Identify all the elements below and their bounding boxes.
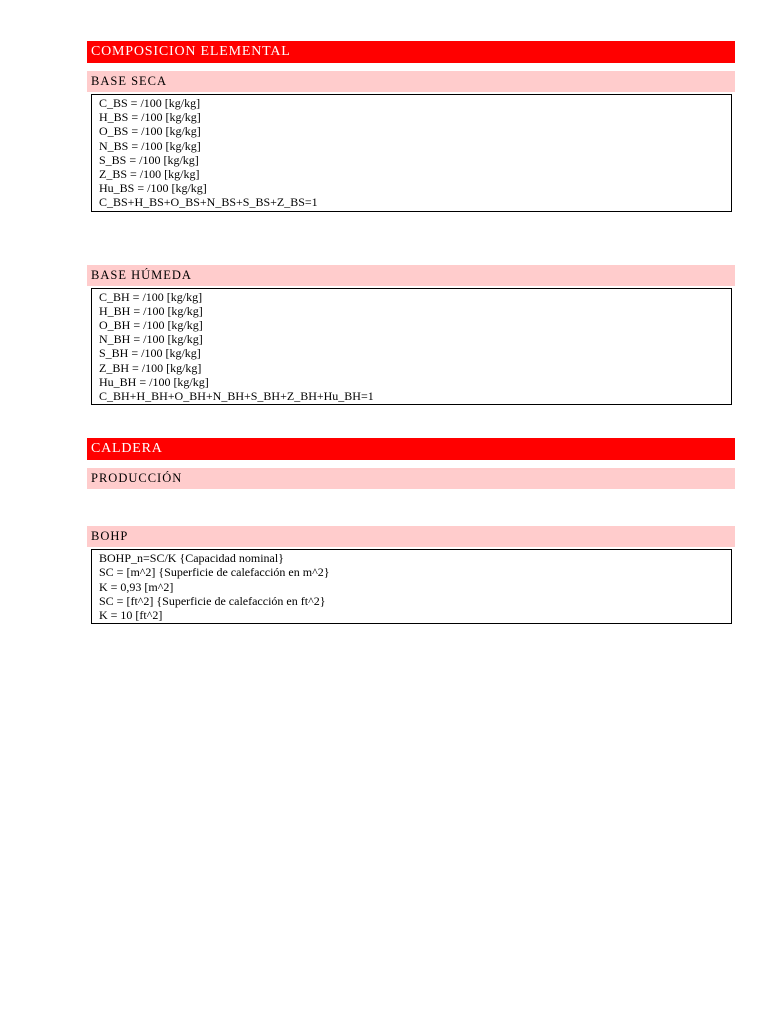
equation-box-bohp: [91, 549, 732, 624]
equation-line: Hu_BS = /100 [kg/kg]: [99, 181, 207, 196]
equation-line: Z_BS = /100 [kg/kg]: [99, 167, 200, 182]
subsection-title-bohp: BOHP: [87, 526, 735, 547]
equation-line: Hu_BH = /100 [kg/kg]: [99, 374, 209, 389]
subsection-title-produccion: PRODUCCIÓN: [87, 468, 735, 489]
equation-line: O_BH = /100 [kg/kg]: [99, 318, 203, 333]
equation-line: N_BH = /100 [kg/kg]: [99, 332, 203, 347]
equation-line: O_BS = /100 [kg/kg]: [99, 124, 201, 139]
equation-line: C_BS = /100 [kg/kg]: [99, 96, 201, 110]
document-page: [87, 41, 735, 624]
section-title-composicion: COMPOSICION ELEMENTAL: [87, 41, 735, 63]
equation-line: N_BS = /100 [kg/kg]: [99, 138, 201, 153]
equation-line: K = 10 [ft^2]: [99, 608, 163, 623]
equation-line: S_BS = /100 [kg/kg]: [99, 152, 199, 167]
subsection-title-base-humeda: BASE HÚMEDA: [87, 265, 735, 286]
equation-line: BOHP_n=SC/K {Capacidad nominal}: [99, 551, 284, 566]
equation-line: C_BH = /100 [kg/kg]: [99, 289, 203, 304]
equation-box-base-humeda: [91, 288, 732, 406]
equation-line: K = 0,93 [m^2]: [99, 579, 174, 594]
equation-line: SC = [ft^2] {Superficie de calefacción en ft^2}: [99, 593, 326, 608]
equation-line: H_BS = /100 [kg/kg]: [99, 110, 201, 125]
equation-line: C_BH+H_BH+O_BH+N_BH+S_BH+Z_BH+Hu_BH=1: [99, 389, 374, 404]
equation-line: S_BH = /100 [kg/kg]: [99, 346, 201, 361]
section-title-caldera: CALDERA: [87, 438, 735, 460]
subsection-title-base-seca: BASE SECA: [87, 71, 735, 92]
equation-line: H_BH = /100 [kg/kg]: [99, 303, 203, 318]
equation-line: Z_BH = /100 [kg/kg]: [99, 360, 202, 375]
equation-line: SC = [m^2] {Superficie de calefacción en m^2}: [99, 565, 330, 580]
equation-line: C_BS+H_BS+O_BS+N_BS+S_BS+Z_BS=1: [99, 195, 318, 210]
equation-box-base-seca: [91, 94, 732, 212]
